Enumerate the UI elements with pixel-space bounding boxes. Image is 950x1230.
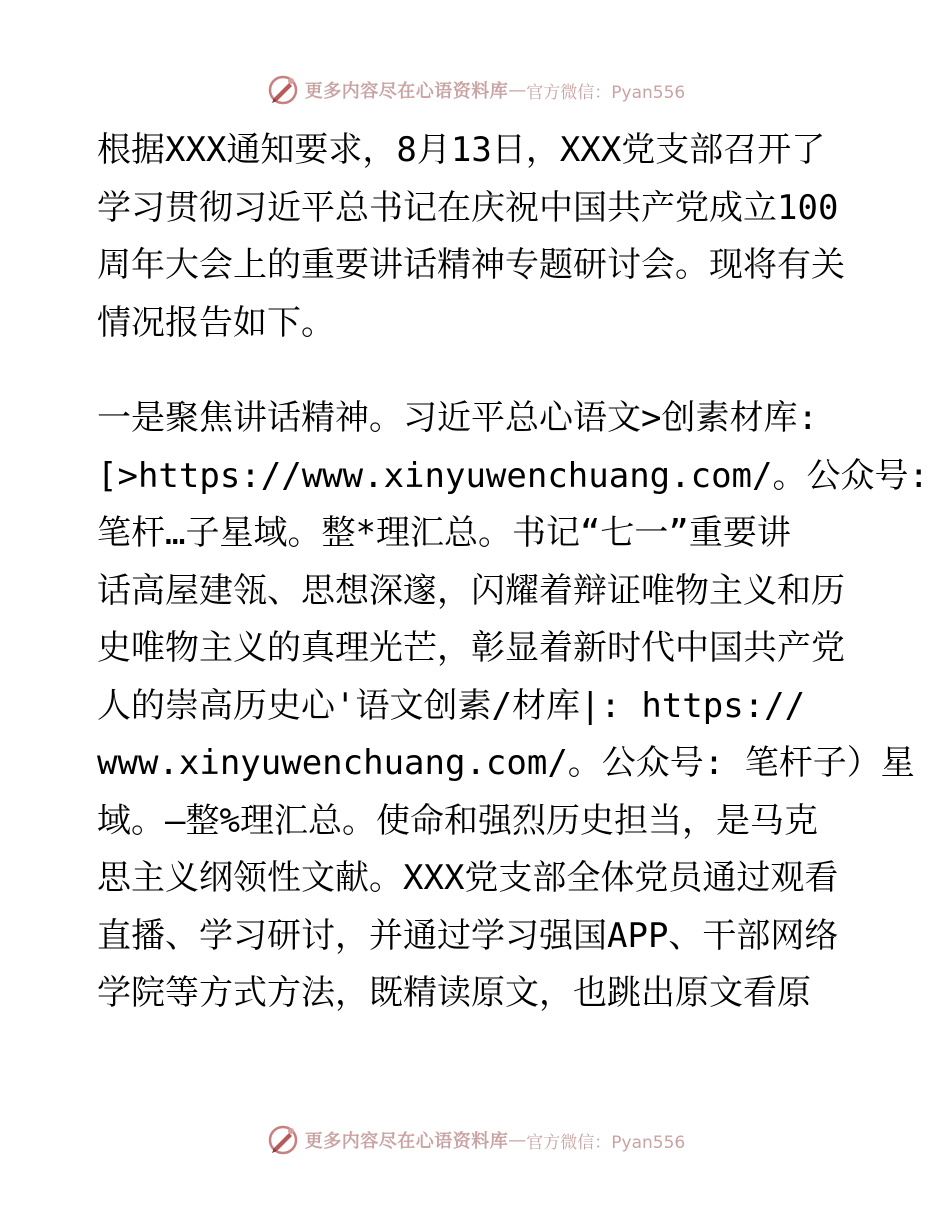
paragraph-gap xyxy=(97,352,857,390)
pen-logo-icon xyxy=(265,72,301,108)
text-line: 域。—整%理汇总。使命和强烈历史担当，是马克 xyxy=(97,800,818,841)
text-line: 人的崇高历史心'语文创素/材库|: https:// xyxy=(97,685,806,726)
footer-watermark-dash: — xyxy=(508,1129,527,1151)
text-line: 学院等方式方法，既精读原文，也跳出原文看原 xyxy=(97,973,811,1013)
header-watermark-dash: — xyxy=(508,79,527,101)
text-line: 笔杆…子星域。整*理汇总。书记“七一”重要讲 xyxy=(97,513,791,553)
header-watermark-wechat: 官方微信：Pyan556 xyxy=(526,82,686,103)
text-line: 史唯物主义的真理光芒，彰显着新时代中国共产党 xyxy=(97,628,845,668)
text-line: 直播、学习研讨，并通过学习强国APP、干部网络 xyxy=(97,915,839,956)
text-line: 学习贯彻习近平总书记在庆祝中国共产党成立100 xyxy=(97,187,839,228)
footer-watermark-title: 更多内容尽在心语资料库 xyxy=(304,1131,509,1152)
text-line: 话高屋建瓴、思想深邃，闪耀着辩证唯物主义和历 xyxy=(97,570,845,611)
header-watermark-title: 更多内容尽在心语资料库 xyxy=(304,81,509,102)
pen-logo-icon xyxy=(265,1122,301,1158)
text-line: 一是聚焦讲话精神。习近平总心语文>创素材库: xyxy=(97,398,818,438)
text-line: 周年大会上的重要讲话精神专题研讨会。现将有关 xyxy=(97,245,845,285)
header-watermark xyxy=(0,70,950,110)
text-line: www.xinyuwenchuang.com/。公众号: 笔杆子）星 xyxy=(97,743,915,783)
footer-watermark xyxy=(0,1120,950,1160)
text-line: 根据XXX通知要求，8月13日，XXX党支部召开了 xyxy=(97,130,826,170)
footer-watermark-wechat: 官方微信：Pyan556 xyxy=(526,1132,686,1153)
text-line: 情况报告如下。 xyxy=(97,302,335,343)
paragraph-2 xyxy=(97,390,929,1023)
text-line: [>https://www.xinyuwenchuang.com/。公众号: xyxy=(97,455,929,496)
text-line: 思主义纲领性文献。XXX党支部全体党员通过观看 xyxy=(97,858,839,898)
paragraph-1 xyxy=(97,122,857,352)
document-body xyxy=(97,122,929,1023)
